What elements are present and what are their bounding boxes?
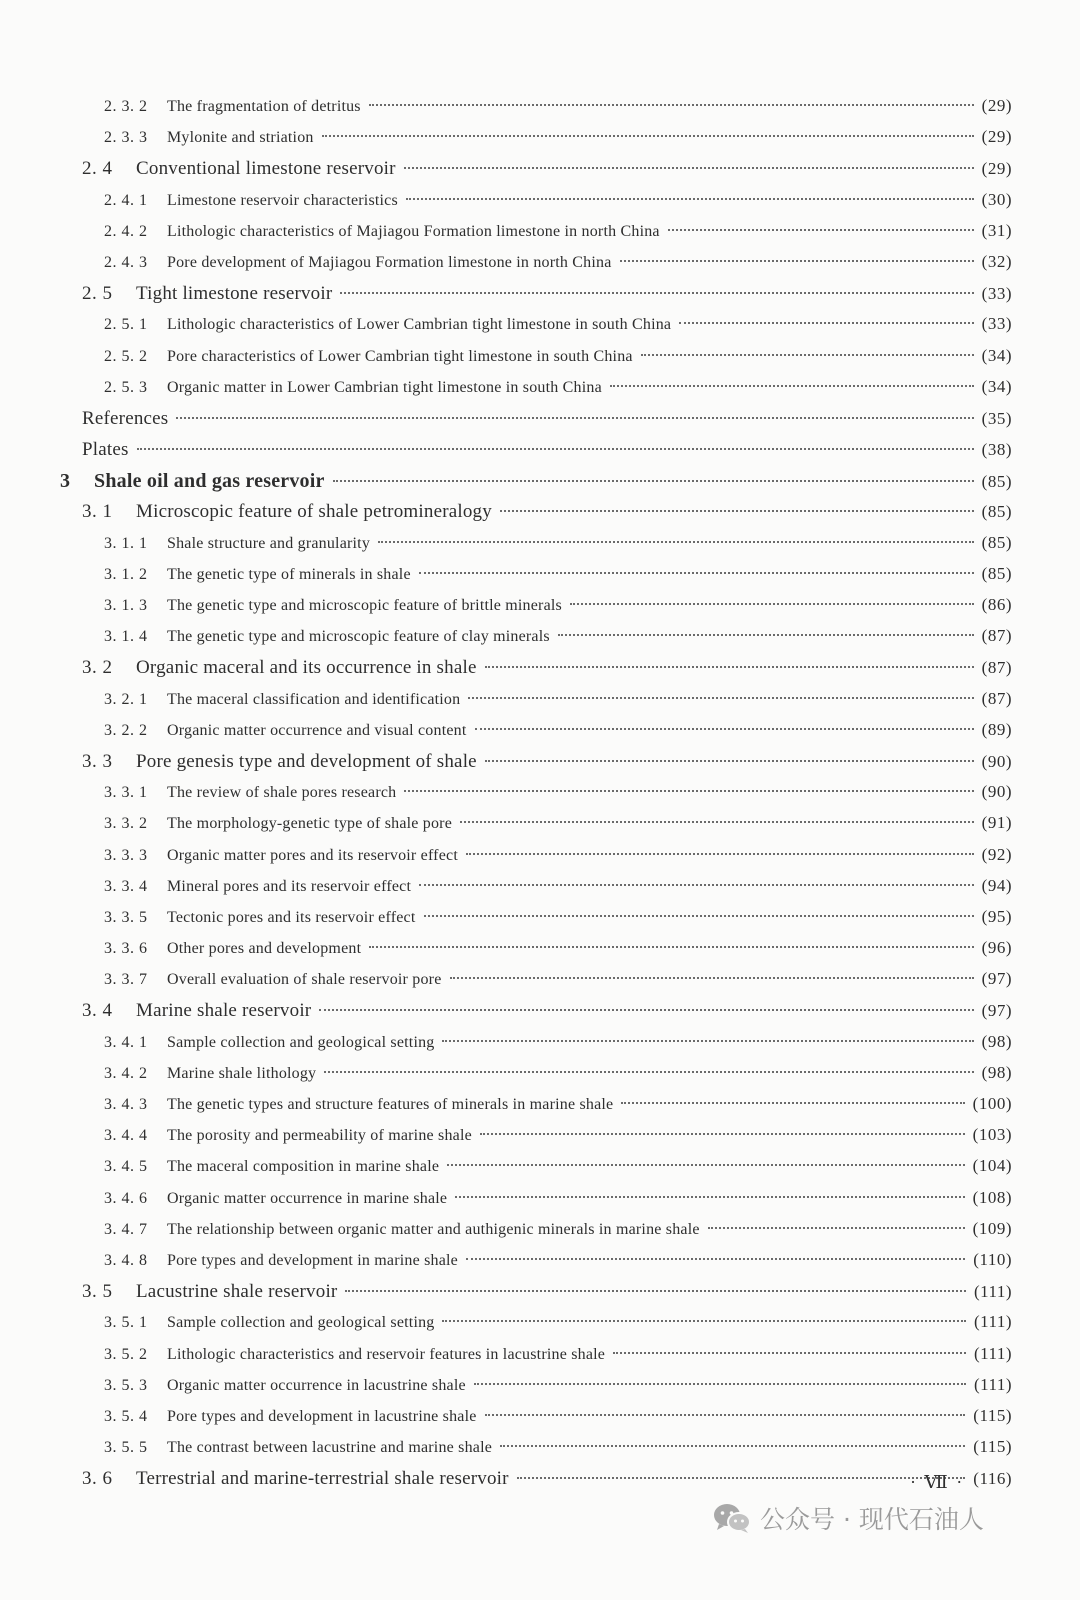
section-title: Lithologic characteristics of Lower Cambrian tight limestone in south China bbox=[167, 316, 672, 334]
page-ref: (104) bbox=[972, 1156, 1012, 1176]
page-ref: (92) bbox=[981, 844, 1012, 864]
section-title: Pore characteristics of Lower Cambrian tight limestone in south China bbox=[167, 347, 633, 365]
dot-leader bbox=[442, 1040, 973, 1042]
dot-leader bbox=[369, 104, 974, 106]
toc-entry bbox=[0, 470, 1080, 501]
dot-leader bbox=[620, 260, 974, 262]
section-number: 3. 4. 7 bbox=[104, 1220, 148, 1238]
dot-leader bbox=[404, 167, 974, 169]
dot-leader bbox=[404, 790, 973, 792]
section-title: The genetic type and microscopic feature of brittle minerals bbox=[167, 597, 562, 614]
section-number: 2. 5. 1 bbox=[104, 316, 148, 334]
section-number: 3. 3 bbox=[82, 750, 113, 772]
page-ref: (111) bbox=[973, 1312, 1012, 1332]
toc-entry bbox=[0, 1312, 1080, 1343]
dot-leader bbox=[485, 666, 974, 668]
page-ref: (115) bbox=[973, 1437, 1012, 1457]
section-number: 3. 3. 4 bbox=[104, 877, 148, 895]
toc-entry bbox=[0, 1188, 1080, 1219]
section-number: 3. 4. 1 bbox=[104, 1033, 148, 1051]
dot-leader bbox=[176, 417, 973, 419]
page-ref: (111) bbox=[973, 1282, 1012, 1302]
dot-leader bbox=[621, 1102, 964, 1104]
section-number: 3. 3. 1 bbox=[104, 784, 148, 802]
section-number: 3. 1 bbox=[82, 501, 113, 523]
toc-entry bbox=[0, 657, 1080, 688]
dot-leader bbox=[668, 229, 974, 231]
dot-leader bbox=[322, 135, 974, 137]
dot-leader bbox=[447, 1164, 965, 1166]
page-ref: (116) bbox=[973, 1469, 1012, 1489]
toc-entry bbox=[0, 501, 1080, 532]
page-ref: (111) bbox=[973, 1374, 1012, 1394]
page-ref: (29) bbox=[981, 127, 1012, 147]
dot-leader bbox=[708, 1227, 965, 1229]
dot-leader bbox=[137, 448, 974, 450]
page-ref: (90) bbox=[981, 782, 1012, 802]
toc-entry bbox=[0, 127, 1080, 158]
toc-entry bbox=[0, 595, 1080, 626]
section-number: 3. 2. 1 bbox=[104, 690, 148, 708]
section-number: 3. 4. 5 bbox=[104, 1158, 148, 1176]
toc-entry bbox=[0, 314, 1080, 345]
section-number: 3. 1. 2 bbox=[104, 565, 148, 583]
section-number: 2. 5. 3 bbox=[104, 378, 148, 396]
toc-entry bbox=[0, 408, 1080, 439]
toc-entry bbox=[0, 1344, 1080, 1375]
toc-entry bbox=[0, 1032, 1080, 1063]
section-title: Marine shale lithology bbox=[167, 1064, 317, 1082]
watermark-text: 公众号 · 现代石油人 bbox=[760, 1505, 984, 1534]
page-ref: (87) bbox=[981, 658, 1012, 678]
toc-entry bbox=[0, 1156, 1080, 1187]
page-ref: (95) bbox=[981, 906, 1012, 926]
section-number: 2. 4. 3 bbox=[104, 253, 148, 271]
dot-leader bbox=[480, 1133, 965, 1135]
page-ref: (89) bbox=[981, 719, 1012, 739]
section-title: The maceral classification and identification bbox=[167, 690, 461, 708]
dot-leader bbox=[333, 480, 974, 482]
page-ref: (85) bbox=[981, 502, 1012, 522]
toc-entry bbox=[0, 158, 1080, 189]
page-ref: (97) bbox=[981, 969, 1012, 989]
toc-entry bbox=[0, 845, 1080, 876]
page-ref: (100) bbox=[972, 1094, 1012, 1113]
dot-leader bbox=[442, 1320, 965, 1322]
dot-leader bbox=[424, 915, 974, 917]
page-ref: (94) bbox=[981, 875, 1012, 895]
section-number: 3. 4. 4 bbox=[104, 1127, 148, 1145]
toc-entry bbox=[0, 564, 1080, 595]
dot-leader bbox=[475, 728, 974, 730]
section-title: The morphology-genetic type of shale pore bbox=[167, 815, 452, 833]
section-number: 3. 1. 1 bbox=[104, 534, 148, 552]
page-ref: (108) bbox=[972, 1187, 1012, 1207]
section-title: Pore genesis type and development of shale bbox=[136, 750, 477, 772]
dot-leader bbox=[460, 821, 974, 823]
toc-entry bbox=[0, 190, 1080, 221]
section-title: The genetic type of minerals in shale bbox=[167, 565, 411, 583]
toc-entry bbox=[0, 96, 1080, 127]
dot-leader bbox=[500, 1445, 965, 1447]
toc-entry bbox=[0, 221, 1080, 252]
page-ref: (98) bbox=[981, 1062, 1012, 1082]
page-ref: (34) bbox=[981, 376, 1012, 396]
watermark bbox=[712, 1500, 984, 1536]
section-title: Shale structure and granularity bbox=[167, 534, 371, 552]
page-ref: (32) bbox=[981, 251, 1012, 271]
section-title: Organic matter occurrence in lacustrine shale bbox=[167, 1376, 466, 1394]
section-title: Microscopic feature of shale petromineralogy bbox=[136, 501, 492, 523]
dot-leader bbox=[558, 634, 974, 636]
page-ref: (33) bbox=[981, 284, 1012, 304]
section-title: The genetic types and structure features of minerals in marine shale bbox=[167, 1096, 614, 1113]
page-ref: (103) bbox=[972, 1125, 1012, 1145]
section-number: 3. 5. 3 bbox=[104, 1376, 148, 1394]
section-title: The maceral composition in marine shale bbox=[167, 1158, 440, 1176]
section-title: Marine shale reservoir bbox=[136, 1000, 312, 1022]
section-number: 3. 2. 2 bbox=[104, 721, 148, 739]
toc-entry bbox=[0, 1406, 1080, 1437]
dot-leader bbox=[450, 977, 974, 979]
section-title: Organic matter occurrence and visual content bbox=[167, 721, 467, 739]
page-ref: (31) bbox=[981, 220, 1012, 240]
toc-entry bbox=[0, 938, 1080, 969]
dot-leader bbox=[406, 198, 974, 200]
dot-leader bbox=[345, 1290, 965, 1292]
section-number: 3. 4 bbox=[82, 1000, 113, 1022]
page-ref: (87) bbox=[981, 626, 1012, 646]
page-ref: (111) bbox=[973, 1343, 1012, 1363]
wechat-icon bbox=[712, 1502, 752, 1534]
page-ref: (90) bbox=[981, 751, 1012, 771]
toc-entry bbox=[0, 1094, 1080, 1125]
section-title: Organic matter occurrence in marine shale bbox=[167, 1189, 448, 1207]
section-title: Limestone reservoir characteristics bbox=[167, 191, 398, 209]
page-ref: (30) bbox=[981, 189, 1012, 209]
section-title: The review of shale pores research bbox=[167, 784, 397, 802]
section-title: Lithologic characteristics and reservoir features in lacustrine shale bbox=[167, 1345, 606, 1363]
page-number: · Ⅶ · bbox=[910, 1472, 965, 1492]
section-number: 3. 4. 6 bbox=[104, 1189, 148, 1207]
dot-leader bbox=[485, 760, 974, 762]
page-ref: (38) bbox=[981, 440, 1012, 460]
section-title: Organic matter in Lower Cambrian tight limestone in south China bbox=[167, 378, 602, 396]
section-number: 2. 4. 1 bbox=[104, 191, 148, 209]
dot-leader bbox=[679, 322, 973, 324]
section-number: 3. 1. 4 bbox=[104, 628, 148, 646]
section-title: Pore development of Majiagou Formation limestone in north China bbox=[167, 253, 612, 271]
toc-entry bbox=[0, 876, 1080, 907]
dot-leader bbox=[419, 572, 974, 574]
section-number: 3. 5 bbox=[82, 1281, 113, 1303]
toc-entry bbox=[0, 751, 1080, 782]
dot-leader bbox=[369, 946, 973, 948]
section-number: 2. 3. 2 bbox=[104, 98, 148, 115]
section-number: 3. 3. 6 bbox=[104, 940, 148, 958]
page-ref: (34) bbox=[981, 345, 1012, 365]
section-title: Pore types and development in marine shale bbox=[167, 1251, 458, 1269]
toc-entry bbox=[0, 1000, 1080, 1031]
page-ref: (96) bbox=[981, 938, 1012, 958]
section-number: 3. 3. 2 bbox=[104, 815, 148, 833]
section-title: Tight limestone reservoir bbox=[136, 283, 333, 305]
section-title: Conventional limestone reservoir bbox=[136, 158, 396, 180]
page-ref: (109) bbox=[972, 1218, 1012, 1238]
page-ref: (33) bbox=[981, 314, 1012, 334]
section-title: Tectonic pores and its reservoir effect bbox=[167, 908, 416, 926]
page-ref: (97) bbox=[981, 1001, 1012, 1021]
section-title: The porosity and permeability of marine shale bbox=[167, 1127, 472, 1145]
toc-entry bbox=[0, 1219, 1080, 1250]
section-title: Lacustrine shale reservoir bbox=[136, 1281, 338, 1303]
toc-entry bbox=[0, 907, 1080, 938]
dot-leader bbox=[570, 603, 974, 605]
dot-leader bbox=[378, 541, 974, 543]
section-number: 3. 2 bbox=[82, 657, 113, 679]
dot-leader bbox=[319, 1009, 973, 1011]
page-ref: (29) bbox=[981, 96, 1012, 115]
section-number: 3. 5. 1 bbox=[104, 1314, 148, 1332]
toc-entry bbox=[0, 689, 1080, 720]
toc-entry bbox=[0, 252, 1080, 283]
page-ref: (85) bbox=[981, 532, 1012, 552]
dot-leader bbox=[500, 510, 974, 512]
dot-leader bbox=[610, 385, 974, 387]
section-title: The contrast between lacustrine and marine shale bbox=[167, 1439, 493, 1457]
dot-leader bbox=[466, 853, 974, 855]
toc-entry bbox=[0, 1375, 1080, 1406]
section-title: Overall evaluation of shale reservoir pore bbox=[167, 971, 442, 989]
section-title: Lithologic characteristics of Majiagou Formation limestone in north China bbox=[167, 222, 660, 240]
toc-entry bbox=[0, 1063, 1080, 1094]
dot-leader bbox=[455, 1196, 964, 1198]
section-number: 3. 3. 7 bbox=[104, 971, 148, 989]
dot-leader bbox=[474, 1383, 966, 1385]
section-number: 3. 5. 4 bbox=[104, 1407, 148, 1425]
section-title: Shale oil and gas reservoir bbox=[94, 470, 325, 493]
toc-entry bbox=[0, 720, 1080, 751]
section-number: 3. 5. 5 bbox=[104, 1439, 148, 1457]
section-title: The fragmentation of detritus bbox=[167, 98, 361, 115]
section-title: Pore types and development in lacustrine shale bbox=[167, 1407, 477, 1425]
section-title: References bbox=[82, 407, 169, 429]
section-number: 3. 4. 2 bbox=[104, 1064, 148, 1082]
page-ref: (110) bbox=[973, 1249, 1012, 1269]
section-number: 2. 4. 2 bbox=[104, 222, 148, 240]
toc-entry bbox=[0, 1437, 1080, 1468]
section-title: Organic matter pores and its reservoir effect bbox=[167, 846, 458, 864]
page-ref: (85) bbox=[981, 563, 1012, 583]
section-number: 3. 4. 3 bbox=[104, 1096, 148, 1113]
dot-leader bbox=[641, 354, 974, 356]
dot-leader bbox=[468, 697, 973, 699]
dot-leader bbox=[466, 1258, 965, 1260]
page-ref: (115) bbox=[973, 1405, 1012, 1425]
section-title: Sample collection and geological setting bbox=[167, 1033, 435, 1051]
dot-leader bbox=[340, 292, 973, 294]
toc-entry bbox=[0, 969, 1080, 1000]
section-title: Mineral pores and its reservoir effect bbox=[167, 877, 412, 895]
section-title: Terrestrial and marine-terrestrial shale reservoir bbox=[136, 1468, 509, 1490]
dot-leader bbox=[324, 1071, 973, 1073]
dot-leader bbox=[517, 1477, 966, 1479]
page-ref: (87) bbox=[981, 688, 1012, 708]
section-number: 3. 4. 8 bbox=[104, 1251, 148, 1269]
section-number: 2. 5 bbox=[82, 283, 113, 305]
section-title: Mylonite and striation bbox=[167, 129, 314, 147]
section-number: 2. 5. 2 bbox=[104, 347, 148, 365]
page-ref: (91) bbox=[981, 813, 1012, 833]
section-number: 3 bbox=[60, 470, 71, 493]
section-number: 3. 1. 3 bbox=[104, 597, 148, 614]
toc-entry bbox=[0, 1250, 1080, 1281]
page-ref: (98) bbox=[981, 1031, 1012, 1051]
toc-entry bbox=[0, 533, 1080, 564]
page-ref: (86) bbox=[981, 595, 1012, 614]
toc-entry bbox=[0, 626, 1080, 657]
toc-entry bbox=[0, 1125, 1080, 1156]
page-ref: (35) bbox=[981, 408, 1012, 428]
dot-leader bbox=[613, 1352, 966, 1354]
section-title: Organic maceral and its occurrence in shale bbox=[136, 657, 477, 679]
section-title: The relationship between organic matter and authigenic minerals in marine shale bbox=[167, 1220, 700, 1238]
section-number: 3. 3. 5 bbox=[104, 908, 148, 926]
toc-entry bbox=[0, 346, 1080, 377]
toc-entry bbox=[0, 813, 1080, 844]
section-number: 3. 5. 2 bbox=[104, 1345, 148, 1363]
section-title: The genetic type and microscopic feature of clay minerals bbox=[167, 628, 550, 646]
section-number: 3. 6 bbox=[82, 1468, 113, 1490]
section-title: Plates bbox=[82, 439, 129, 461]
table-of-contents bbox=[0, 96, 1080, 1499]
page-ref: (29) bbox=[981, 159, 1012, 179]
dot-leader bbox=[485, 1414, 966, 1416]
toc-entry bbox=[0, 1281, 1080, 1312]
toc-entry bbox=[0, 377, 1080, 408]
section-number: 2. 4 bbox=[82, 158, 113, 180]
section-title: Sample collection and geological setting bbox=[167, 1314, 435, 1332]
section-number: 2. 3. 3 bbox=[104, 129, 148, 147]
section-title: Other pores and development bbox=[167, 940, 362, 958]
toc-entry bbox=[0, 439, 1080, 470]
toc-entry bbox=[0, 283, 1080, 314]
toc-entry bbox=[0, 782, 1080, 813]
dot-leader bbox=[419, 884, 974, 886]
page-ref: (85) bbox=[981, 472, 1012, 492]
section-number: 3. 3. 3 bbox=[104, 846, 148, 864]
